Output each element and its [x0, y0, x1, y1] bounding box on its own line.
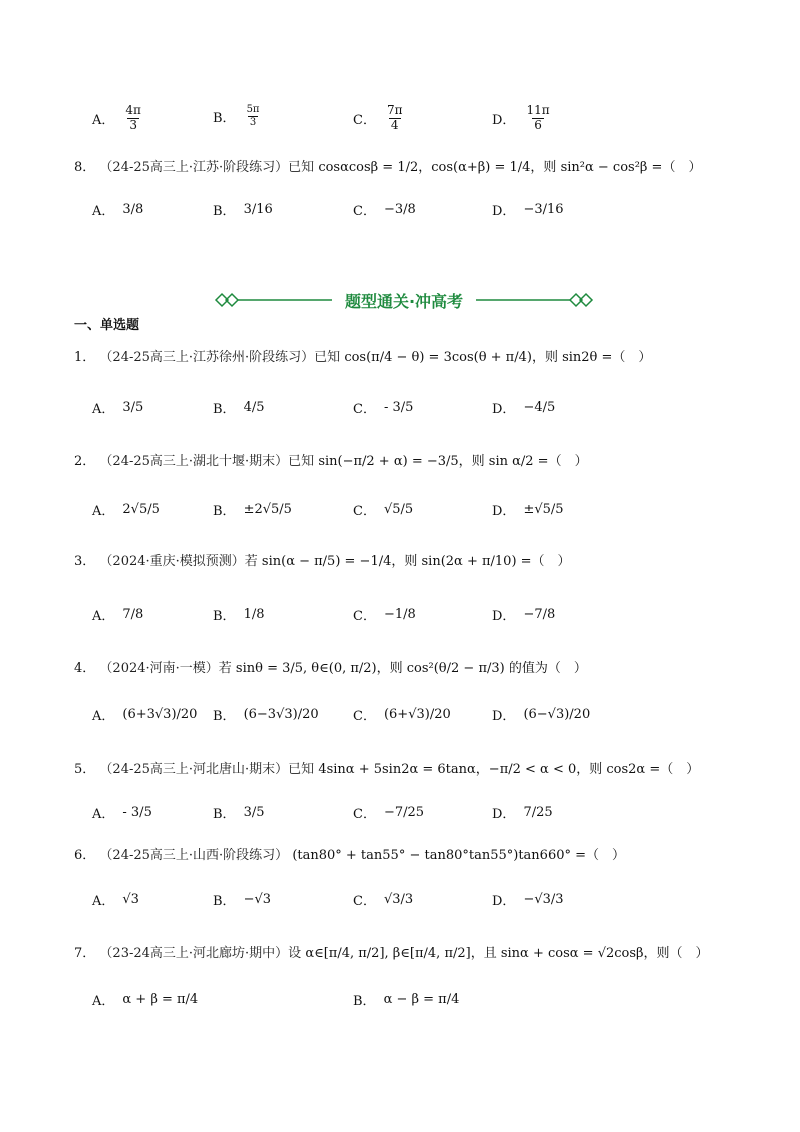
banner-title: 题型通关·冲高考: [344, 292, 464, 311]
question-8: 8． （24-25高三上·江苏·阶段练习）已知 cosαcosβ = 1/2，cos(α+β) = 1/4，则 sin²α − cos²β =（ ）: [74, 160, 702, 175]
question-1: 1． （24-25高三上·江苏徐州·阶段练习）已知 cos(π/4 − θ) = 3cos(θ + π/4)，则 sin2θ =（ ）: [74, 350, 652, 365]
q2-option-c[interactable]: C． √5/5: [353, 502, 414, 519]
q6-option-b[interactable]: B． −√3: [213, 892, 272, 909]
section-banner: [212, 286, 596, 314]
prev-option-a-value: $\frac{4\pi}{3}$: [125, 103, 141, 132]
prev-option-c[interactable]: C． $\frac{7\pi}{4}$: [353, 103, 403, 132]
q1-option-d[interactable]: D． −4/5: [492, 400, 556, 417]
q5-option-c[interactable]: C． −7/25: [353, 805, 425, 822]
section-heading: 一、单选题: [74, 318, 140, 333]
q6-option-d[interactable]: D． −√3/3: [492, 892, 564, 909]
q8-option-d[interactable]: D． −3/16: [492, 202, 564, 219]
q8-option-c[interactable]: C． −3/8: [353, 202, 416, 219]
question-3: 3． （2024·重庆·模拟预测）若 sin(α − π/5) = −1/4，则 sin(2α + π/10) =（ ）: [74, 554, 571, 569]
q1-option-c[interactable]: C． - 3/5: [353, 400, 414, 417]
question-7: 7． （23-24高三上·河北廊坊·期中）设 α∈[π/4, π/2], β∈[π/4, π/2]，且 sinα + cosα = √2cosβ，则（ ）: [74, 946, 709, 961]
q1-option-a[interactable]: A． 3/5: [92, 400, 144, 417]
q2-option-a[interactable]: A． 2√5/5: [92, 502, 160, 519]
q4-option-d[interactable]: D． (6−√3)/20: [492, 707, 591, 724]
prev-option-a[interactable]: A． $\frac{4\pi}{3}$: [92, 103, 141, 132]
question-4: 4． （2024·河南·一模）若 sinθ = 3/5, θ∈(0, π/2)，则 cos²(θ/2 − π/3) 的值为（ ）: [74, 661, 587, 676]
prev-option-d[interactable]: D． $\frac{11\pi}{6}$: [492, 103, 550, 132]
q2-option-b[interactable]: B． ±2√5/5: [213, 502, 292, 519]
q3-option-b[interactable]: B． 1/8: [213, 607, 265, 624]
q3-option-d[interactable]: D． −7/8: [492, 607, 556, 624]
q3-option-c[interactable]: C． −1/8: [353, 607, 416, 624]
q1-option-b[interactable]: B． 4/5: [213, 400, 265, 417]
q5-option-b[interactable]: B． 3/5: [213, 805, 265, 822]
prev-option-b-value: $\frac{5\pi}{3}$: [246, 104, 260, 128]
q2-option-d[interactable]: D． ±√5/5: [492, 502, 564, 519]
question-6: 6． （24-25高三上·山西·阶段练习） (tan80° + tan55° − tan80°tan55°)tan660° =（ ）: [74, 848, 626, 863]
q4-option-a[interactable]: A． (6+3√3)/20: [92, 707, 198, 724]
q4-option-b[interactable]: B． (6−3√3)/20: [213, 707, 319, 724]
q6-option-a[interactable]: A． √3: [92, 892, 139, 909]
prev-option-b[interactable]: B． $\frac{5\pi}{3}$: [213, 104, 260, 128]
q5-option-a[interactable]: A． - 3/5: [92, 805, 152, 822]
prev-option-c-value: $\frac{7\pi}{4}$: [386, 103, 403, 132]
q7-option-b[interactable]: B． α − β = π/4: [353, 992, 460, 1009]
q4-option-c[interactable]: C． (6+√3)/20: [353, 707, 451, 724]
question-5: 5． （24-25高三上·河北唐山·期末）已知 4sinα + 5sin2α = 6tanα，−π/2 < α < 0，则 cos2α =（ ）: [74, 762, 700, 777]
q8-option-b[interactable]: B． 3/16: [213, 202, 273, 219]
q7-option-a[interactable]: A． α + β = π/4: [92, 992, 199, 1009]
q8-option-a[interactable]: A． 3/8: [92, 202, 144, 219]
q3-option-a[interactable]: A． 7/8: [92, 607, 144, 624]
q6-option-c[interactable]: C． √3/3: [353, 892, 414, 909]
q5-option-d[interactable]: D． 7/25: [492, 805, 553, 822]
question-2: 2． （24-25高三上·湖北十堰·期末）已知 sin(−π/2 + α) = −3/5，则 sin α/2 =（ ）: [74, 454, 588, 469]
prev-option-d-value: $\frac{11\pi}{6}$: [526, 103, 550, 132]
